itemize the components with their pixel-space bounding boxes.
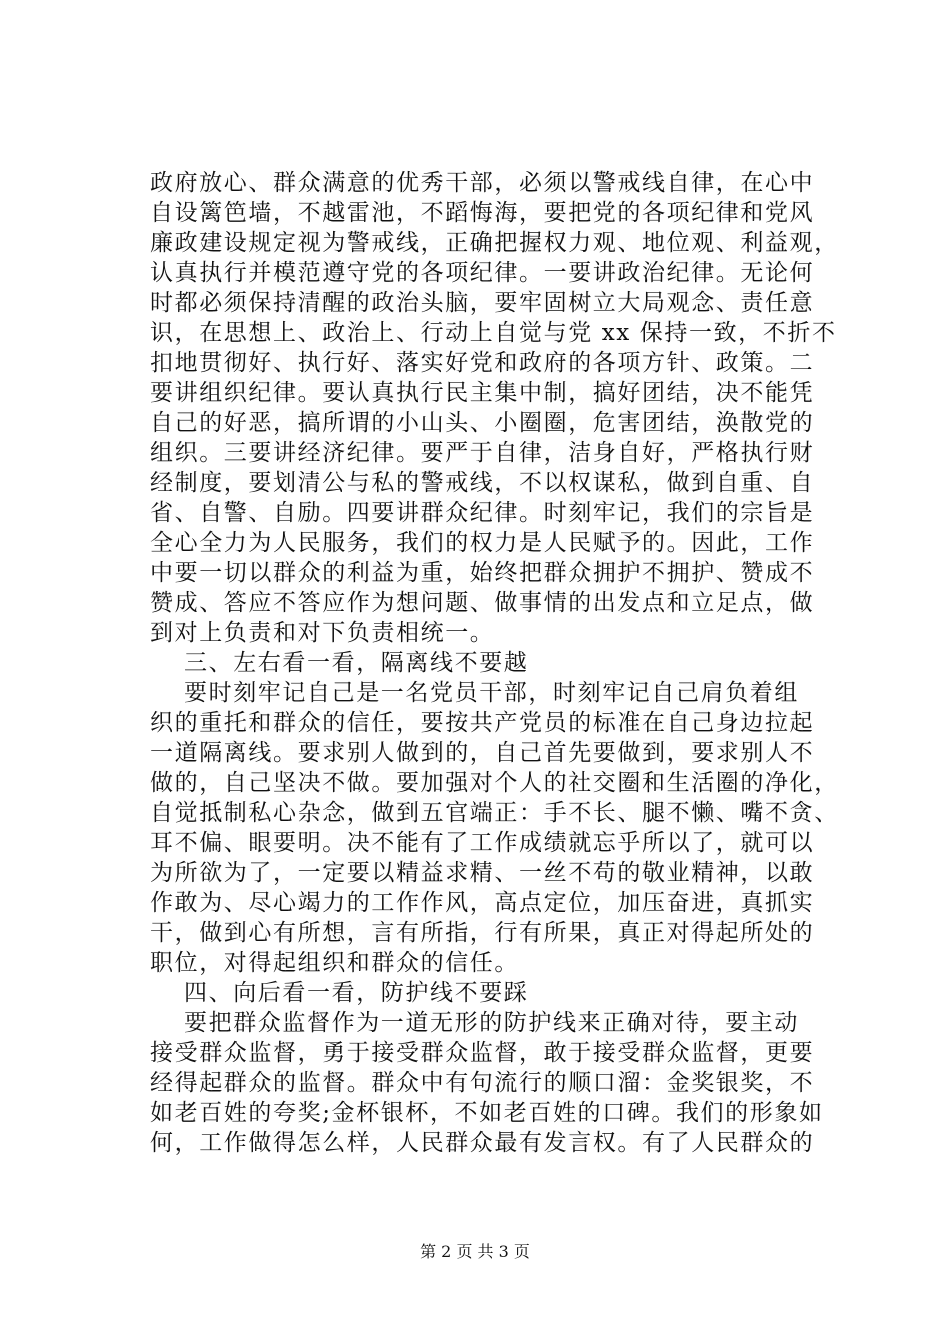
text-line: 识，在思想上、政治上、行动上自觉与党 xx 保持一致，不折不 <box>150 320 837 346</box>
page-footer: 第 2 页 共 3 页 <box>420 1242 530 1261</box>
text-line: 自觉抵制私心杂念，做到五官端正：手不长、腿不懒、嘴不贪、 <box>150 800 839 826</box>
text-line: 全心全力为人民服务，我们的权力是人民赋予的。因此，工作 <box>150 530 815 556</box>
text-line: 经得起群众的监督。群众中有句流行的顺口溜：金奖银奖，不 <box>150 1070 815 1096</box>
text-line: 组织。三要讲经济纪律。要严于自律，洁身自好，严格执行财 <box>150 440 815 466</box>
body-text <box>150 168 839 1158</box>
text-line: 如老百姓的夸奖;金杯银杯，不如老百姓的口碑。我们的形象如 <box>150 1100 824 1126</box>
text-line: 干，做到心有所想，言有所指，行有所果，真正对得起所处的 <box>150 920 815 946</box>
text-line: 耳不偏、眼要明。决不能有了工作成绩就忘乎所以了，就可以 <box>150 830 815 856</box>
text-line: 为所欲为了，一定要以精益求精、一丝不苟的敬业精神，以敢 <box>150 860 815 886</box>
text-line: 廉政建设规定视为警戒线，正确把握权力观、地位观、利益观， <box>150 230 839 256</box>
text-line: 做的，自己坚决不做。要加强对个人的社交圈和生活圈的净化， <box>150 770 839 796</box>
text-line: 时都必须保持清醒的政治头脑，要牢固树立大局观念、责任意 <box>150 290 815 316</box>
text-line: 到对上负责和对下负责相统一。 <box>150 620 495 646</box>
text-line: 扣地贯彻好、执行好、落实好党和政府的各项方针、政策。二 <box>150 350 815 376</box>
text-line: 何，工作做得怎么样，人民群众最有发言权。有了人民群众的 <box>150 1130 815 1156</box>
text-line: 中要一切以群众的利益为重，始终把群众拥护不拥护、赞成不 <box>150 560 815 586</box>
text-line: 赞成、答应不答应作为想问题、做事情的出发点和立足点，做 <box>150 590 815 616</box>
text-line: 省、自警、自励。四要讲群众纪律。时刻牢记，我们的宗旨是 <box>150 500 815 526</box>
text-line: 自设篱笆墙，不越雷池，不蹈悔海，要把党的各项纪律和党风 <box>150 200 815 226</box>
text-line: 经制度，要划清公与私的警戒线，不以权谋私，做到自重、自 <box>150 470 815 496</box>
section-heading-4: 四、向后看一看，防护线不要踩 <box>184 980 529 1006</box>
text-line: 认真执行并模范遵守党的各项纪律。一要讲政治纪律。无论何 <box>150 260 815 286</box>
text-line: 职位，对得起组织和群众的信任。 <box>150 950 519 976</box>
section-heading-3: 三、左右看一看，隔离线不要越 <box>184 650 529 676</box>
text-line: 一道隔离线。要求别人做到的，自己首先要做到，要求别人不 <box>150 740 815 766</box>
text-line: 织的重托和群众的信任，要按共产党员的标准在自己身边拉起 <box>150 710 815 736</box>
text-line: 要把群众监督作为一道无形的防护线来正确对待，要主动 <box>184 1010 799 1036</box>
text-line: 要讲组织纪律。要认真执行民主集中制，搞好团结，决不能凭 <box>150 380 815 406</box>
text-line: 接受群众监督，勇于接受群众监督，敢于接受群众监督，更要 <box>150 1040 815 1066</box>
text-line: 要时刻牢记自己是一名党员干部，时刻牢记自己肩负着组 <box>184 680 799 706</box>
text-line: 政府放心、群众满意的优秀干部，必须以警戒线自律，在心中 <box>150 170 815 196</box>
text-line: 自己的好恶，搞所谓的小山头、小圈圈，危害团结，涣散党的 <box>150 410 815 436</box>
text-line: 作敢为、尽心竭力的工作作风，高点定位，加压奋进，真抓实 <box>150 890 815 916</box>
